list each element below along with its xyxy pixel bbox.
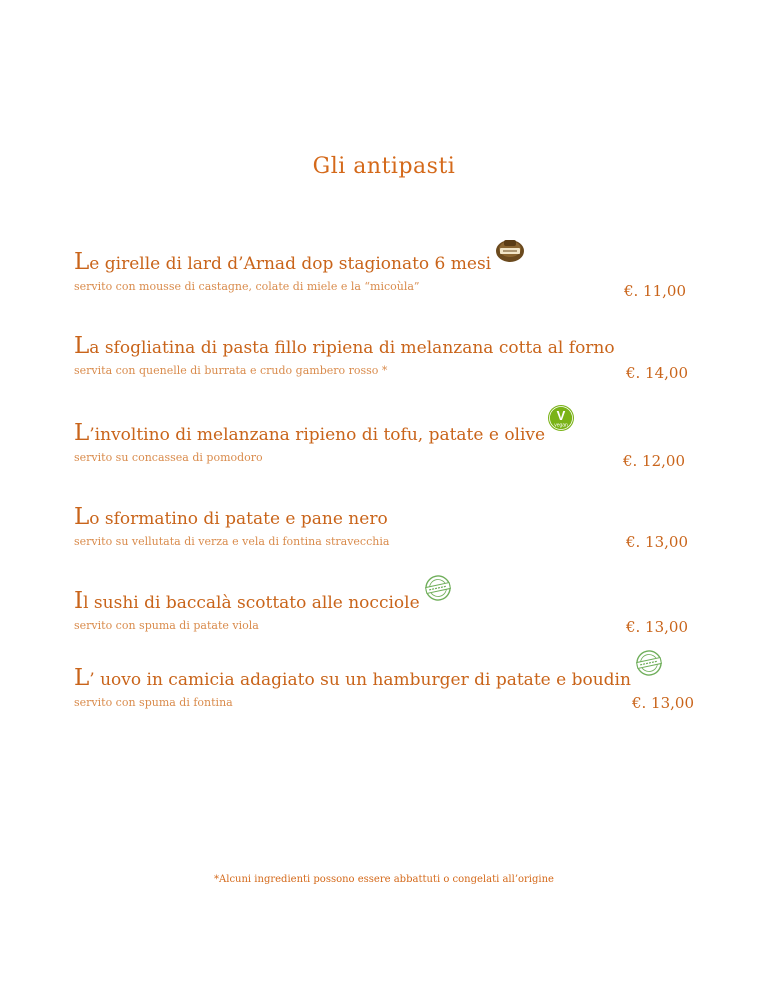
dish-description: servito con spuma di patate viola: [74, 619, 259, 632]
dish-initial: L: [74, 249, 90, 275]
dish-name: [74, 408, 704, 446]
menu-item: [74, 664, 704, 709]
menu-item: [74, 408, 704, 464]
dish-description: servito con spuma di fontina: [74, 696, 233, 709]
dish-price: €. 14,00: [625, 364, 688, 382]
dish-name-text: ’ uovo in camicia adagiato su un hamburger di patate e boudin: [89, 670, 631, 690]
dish-name: [74, 332, 704, 358]
dish-name: [74, 664, 704, 690]
dish-name: [74, 503, 704, 529]
dish-description: servita con quenelle di burrata e crudo gambero rosso *: [74, 364, 388, 377]
dish-initial: I: [74, 588, 84, 614]
dish-price: €. 12,00: [622, 452, 685, 470]
vegan-icon: [547, 404, 575, 437]
gluten-free-stamp-icon: [632, 649, 666, 682]
dish-price: €. 11,00: [623, 282, 686, 300]
dish-description: servito con mousse di castagne, colate di miele e la “micoùla”: [74, 280, 420, 293]
gluten-free-stamp-icon: [421, 574, 455, 607]
dish-name: [74, 248, 704, 274]
dish-price: €. 13,00: [625, 618, 688, 636]
dish-price: €. 13,00: [631, 694, 694, 712]
vegan-icon-label: vegan: [554, 422, 568, 429]
menu-item: [74, 248, 704, 293]
dish-name: [74, 587, 704, 613]
menu-section-title: Gli antipasti: [312, 154, 456, 179]
menu-item: [74, 332, 704, 377]
dish-name-text: ’involtino di melanzana ripieno di tofu, patate e olive: [89, 425, 546, 445]
menu-item: [74, 503, 704, 548]
dish-initial: L: [74, 420, 90, 446]
dish-name-text: e girelle di lard d’Arnad dop stagionato 6 mesi: [89, 254, 492, 274]
menu-item: [74, 587, 704, 632]
dish-name-text: a sfogliatina di pasta fillo ripiena di melanzana cotta al forno: [89, 338, 615, 358]
dish-description: servito su vellutata di verza e vela di fontina stravecchia: [74, 535, 390, 548]
dish-name-text: o sformatino di patate e pane nero: [89, 509, 388, 529]
lard-dop-icon: [495, 237, 525, 268]
dish-name-text: l sushi di baccalà scottato alle nocciole: [83, 593, 420, 613]
dish-initial: L: [74, 504, 90, 530]
dish-initial: L: [74, 665, 90, 691]
vegan-icon-letter: V: [556, 408, 566, 423]
dish-initial: L: [74, 333, 90, 359]
dish-price: €. 13,00: [625, 533, 688, 551]
footnote: *Alcuni ingredienti possono essere abbattuti o congelati all’origine: [214, 874, 554, 885]
dish-description: servito su concassea di pomodoro: [74, 451, 263, 464]
